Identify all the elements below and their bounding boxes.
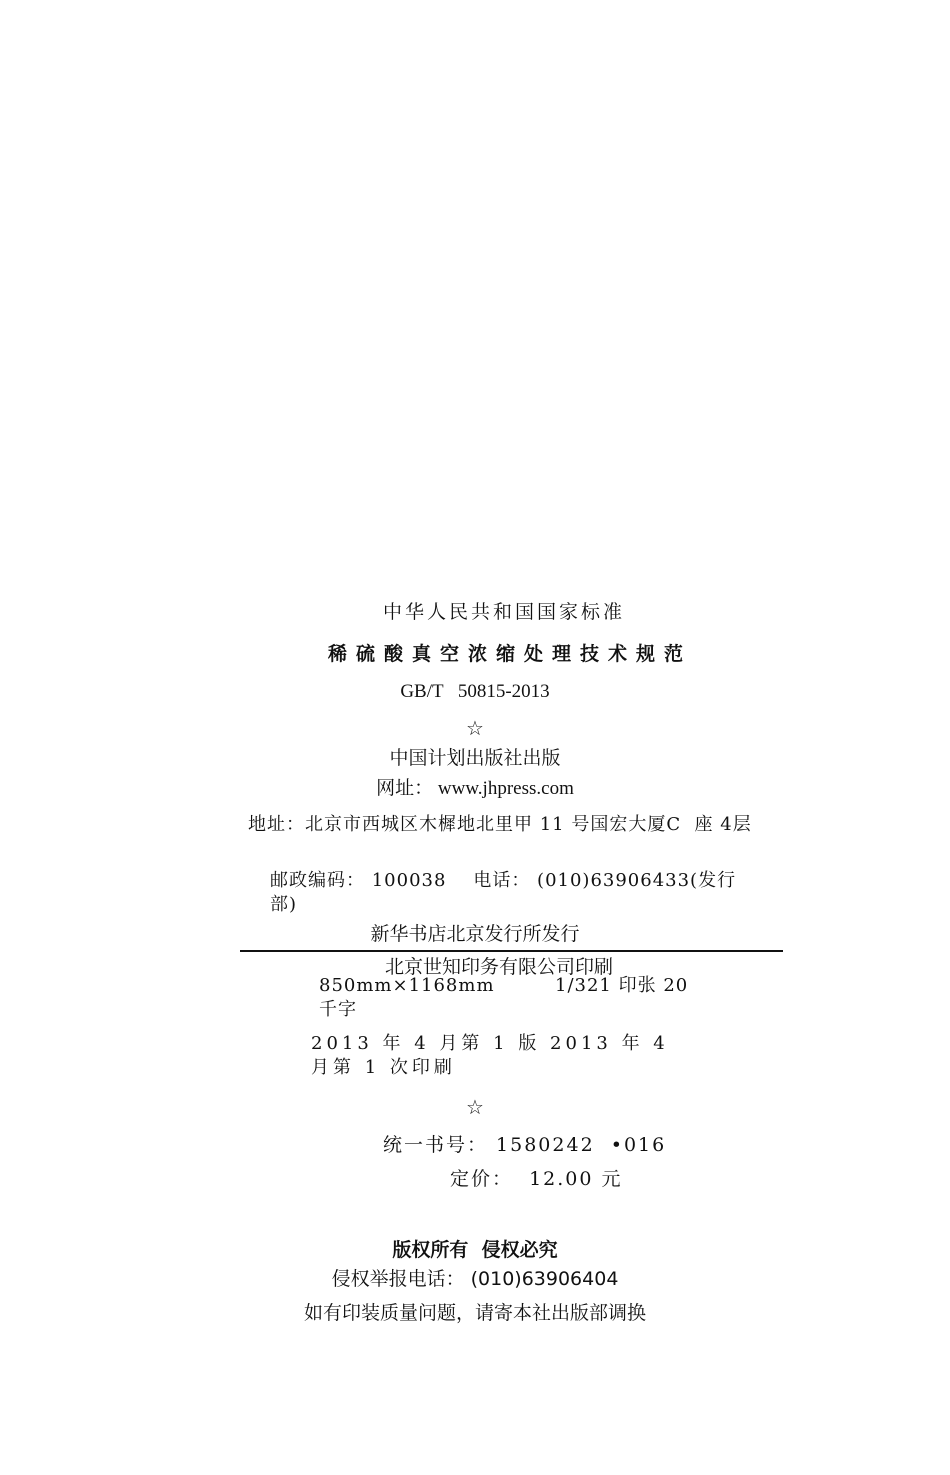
quality-notice: 如有印装质量问题，请寄本社出版部调换 bbox=[303, 1302, 646, 1324]
publisher-name: 中国计划出版社出版 bbox=[389, 747, 561, 769]
piracy-report-hotline: 侵权举报电话： (010)63906404 bbox=[331, 1268, 619, 1290]
book-title: 稀硫酸真空浓缩处理技术规范 bbox=[327, 643, 692, 665]
horizontal-divider bbox=[240, 950, 783, 952]
standard-code: GB/T 50815-2013 bbox=[400, 681, 550, 702]
publisher-address: 地址：北京市西城区木樨地北里甲 11 号国宏大厦C 座 4层 bbox=[248, 814, 752, 835]
edition-info: 2013 年 4 月第 1 版 2013 年 4 月第 1 次印刷 bbox=[311, 1033, 669, 1078]
book-price: 定价： 12.00 元 bbox=[450, 1168, 623, 1190]
publisher-website: 网址： www.jhpress.com bbox=[376, 778, 574, 799]
postal-code-and-phone: 邮政编码： 100038 电话： (010)63906433(发行部) bbox=[270, 870, 737, 915]
distributor: 新华书店北京发行所发行 bbox=[370, 923, 580, 945]
printer: 北京世知印务有限公司印刷 bbox=[385, 956, 614, 978]
star-separator-2: ☆ bbox=[466, 1095, 484, 1119]
book-format: 850mm×1168mm 1/321 印张 20 千字 bbox=[319, 975, 689, 1020]
copyright-notice: 版权所有 侵权必究 bbox=[392, 1239, 558, 1261]
unified-book-number: 统一书号： 1580242 •016 bbox=[383, 1134, 667, 1156]
standard-series-label: 中华人民共和国国家标准 bbox=[383, 601, 626, 623]
star-separator: ☆ bbox=[466, 716, 484, 740]
